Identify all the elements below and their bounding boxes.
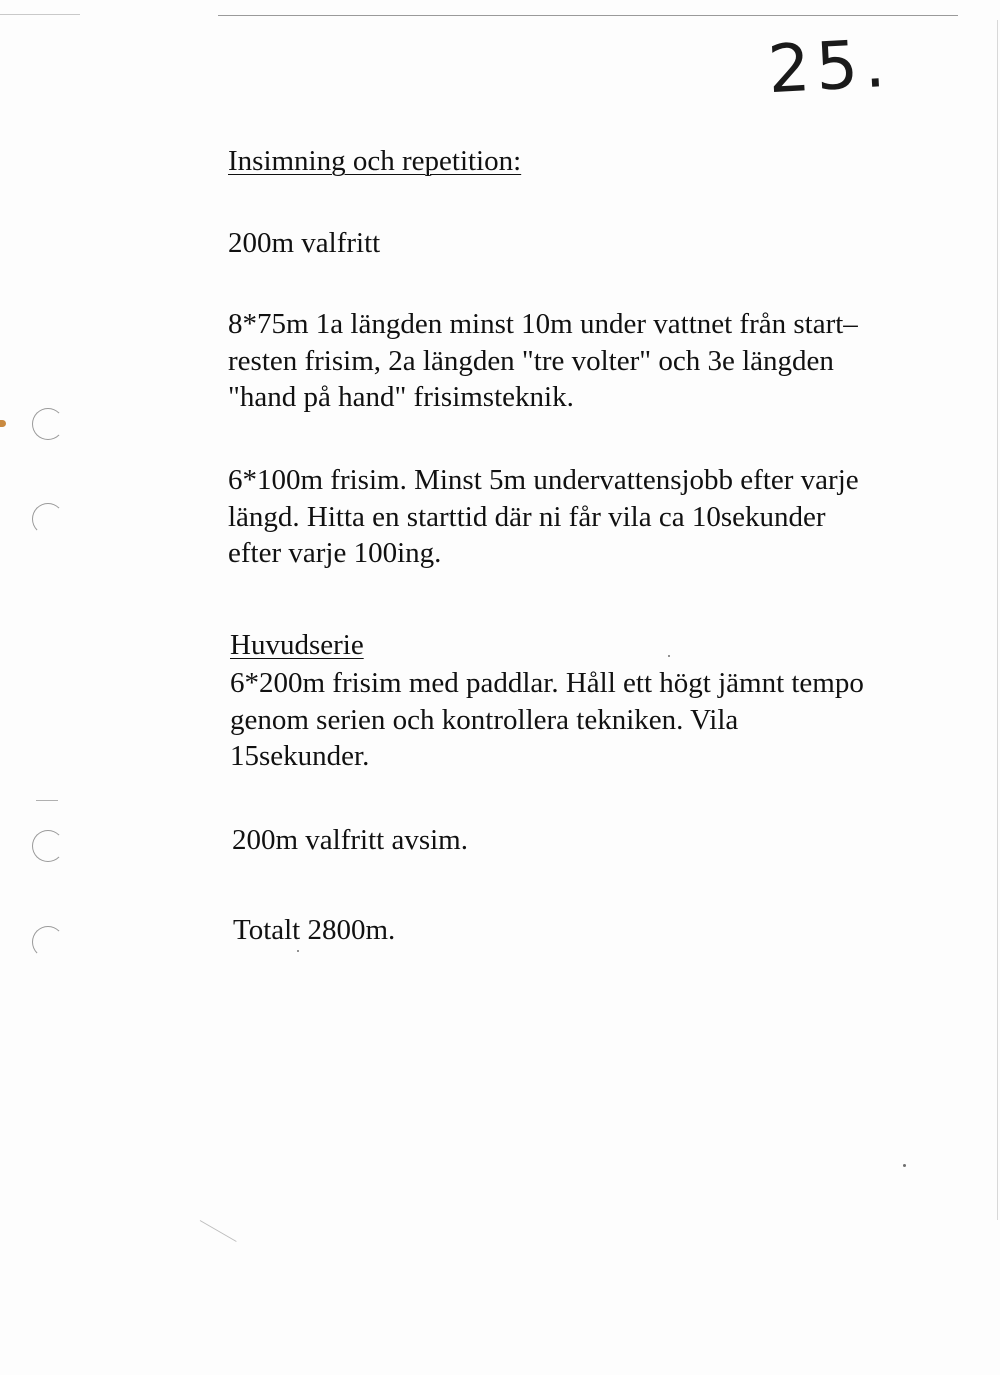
section-heading: Insimning och repetition: xyxy=(228,145,522,177)
text-line: resten frisim, 2a längden "tre volter" och 3e längden xyxy=(228,344,834,377)
paragraph-set-1 xyxy=(228,306,858,416)
paragraph-set-2 xyxy=(228,462,859,572)
punch-hole-2 xyxy=(32,503,64,535)
main-set-heading: Huvudserie xyxy=(230,629,364,661)
warmup-line: 200m valfritt xyxy=(228,227,381,259)
page-edge xyxy=(997,20,998,1220)
punch-hole-4 xyxy=(32,926,64,958)
top-rule xyxy=(218,15,958,16)
punch-hole-1 xyxy=(32,408,64,440)
scan-mark xyxy=(200,1220,237,1242)
total-line: Totalt 2800m. xyxy=(233,914,396,946)
text-line: 8*75m 1a längden minst 10m under vattnet från start– xyxy=(228,308,858,340)
text-line: 6*100m frisim. Minst 5m undervattensjobb efter varje xyxy=(228,464,859,496)
text-line: "hand på hand" frisimsteknik. xyxy=(228,381,574,413)
text-line: 15sekunder. xyxy=(230,740,370,772)
top-rule-left xyxy=(0,14,80,15)
text-line: genom serien och kontrollera tekniken. Vila xyxy=(230,703,739,736)
text-line: längd. Hitta en starttid där ni får vila ca 10sekunder xyxy=(228,500,826,533)
text-line: efter varje 100ing. xyxy=(228,537,442,569)
handwritten-page-number: 25. xyxy=(766,24,893,109)
speck xyxy=(903,1164,906,1167)
speck xyxy=(668,655,670,657)
edge-mark xyxy=(0,420,6,427)
speck xyxy=(297,950,299,952)
text-line: 6*200m frisim med paddlar. Håll ett högt jämnt tempo xyxy=(230,667,864,699)
cooldown-line: 200m valfritt avsim. xyxy=(232,824,468,856)
paragraph-main-set xyxy=(230,665,864,775)
punch-hole-3 xyxy=(32,830,64,862)
scan-dash xyxy=(36,800,58,801)
